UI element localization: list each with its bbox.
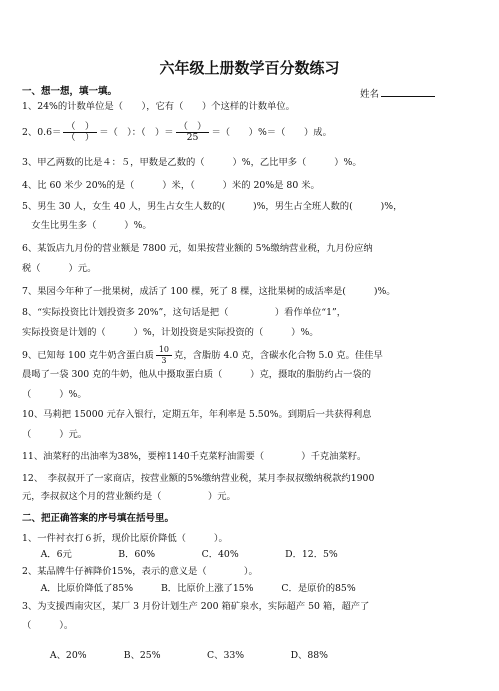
question-9-part-a: 9、已知每 100 克牛奶含蛋白质 <box>22 350 154 361</box>
question-8-line-1: 8、“实际投资比计划投资多 20%”，这句话是把（ ）看作单位“1”， <box>22 307 347 318</box>
mc-question-3-line-1: 3、为支援西南灾区，某厂 3 月份计划生产 200 箱矿泉水，实际超产 50 箱，超产了 <box>22 601 370 612</box>
question-10-line-2: （ ）元。 <box>22 429 88 440</box>
fraction-2-denominator: 25 <box>186 132 199 143</box>
question-11: 11、油菜籽的出油率为38%，要榨1140千克菜籽油需要（ ）千克油菜籽。 <box>22 451 367 462</box>
name-underline[interactable] <box>381 87 435 97</box>
question-2-part-c: ＝（ ）%＝（ ）成。 <box>211 127 332 138</box>
question-1: 1、24%的计数单位是（ ），它有（ ）个这样的计数单位。 <box>22 101 295 112</box>
question-5-line-1: 5、男生 30 人，女生 40 人，男生占女生人数的( )%，男生占全班人数的( )%， <box>22 201 403 212</box>
question-6-line-1: 6、某饭店九月份的营业额是 7800 元，如果按营业额的 5%缴纳营业税，九月份应纳 <box>22 243 373 254</box>
name-label: 姓名 <box>360 89 380 100</box>
mc-question-1: 1、一件衬衣打６折，现价比原价降低（ ）。 <box>22 533 228 544</box>
fraction-1-numerator: （ ） <box>63 122 97 133</box>
question-2 <box>22 122 332 143</box>
question-5-line-2: 女生比男生多（ ）%。 <box>22 220 152 231</box>
question-8-line-2: 实际投资是计划的（ ）%，计划投资是实际投资的（ ）%。 <box>22 327 319 338</box>
name-field[interactable] <box>360 86 435 100</box>
fraction-protein-numerator: 10 <box>156 345 172 356</box>
question-2-part-b: ＝（ ）：（ ）＝ <box>99 127 174 138</box>
question-9-line-2: 晨喝了一袋 300 克的牛奶，他从中摄取蛋白质（ ）克，摄取的脂肪约占一袋的 <box>22 369 372 380</box>
section-heading-multiple-choice: 二、把正确答案的序号填在括号里。 <box>22 513 175 524</box>
section-heading-fill-blanks: 一、想一想，填一填。 <box>22 86 118 97</box>
fraction-1-denominator: （ ） <box>66 132 95 143</box>
question-12-line-1: 12、 李叔叔开了一家商店，按营业额的5%缴纳营业税，某月李叔叔缴纳税款约1900 <box>22 473 375 484</box>
question-2-part-a: 2、0.6＝ <box>22 127 62 138</box>
question-3: 3、甲乙两数的比是４：５，甲数是乙数的（ ）%，乙比甲多（ ）%。 <box>22 157 362 168</box>
fraction-2-numerator: （ ） <box>176 122 210 133</box>
fraction-protein <box>156 345 172 366</box>
mc-question-1-options: A．6元 B．60% C．40% D．12．5% <box>22 549 338 560</box>
mc-question-2: 2、某品牌牛仔裤降价15%，表示的意义是（ ）。 <box>22 566 258 577</box>
question-4: 4、比 60 米少 20%的是（ ）米，（ ）米的 20%是 80 米。 <box>22 180 320 191</box>
question-9-part-b: 克，含脂肪 4.0 克，含碳水化合物 5.0 克。佳佳早 <box>174 350 383 361</box>
question-9-line-3: （ ）%。 <box>22 389 87 400</box>
question-7: 7、果园今年种了一批果树，成活了 100 棵，死了 8 棵，这批果树的成活率是( )%。 <box>22 286 396 297</box>
mc-question-3-line-2: （ ）。 <box>22 620 74 631</box>
question-9-line-1 <box>22 345 383 366</box>
mc-question-2-options: A．比原价降低了85% B．比原价上涨了15% C．是原价的85% <box>22 583 356 594</box>
fraction-blank-2 <box>176 122 210 143</box>
question-6-line-2: 税（ ）元。 <box>22 263 97 274</box>
question-10-line-1: 10、马莉把 15000 元存入银行，定期五年，年利率是 5.50%。到期后一共获得利息 <box>22 409 372 420</box>
question-12-line-2: 元，李叔叔这个月的营业额约是（ ）元。 <box>22 491 236 502</box>
mc-question-3-options: A、20% B、25% C、33% D、88% <box>22 650 329 661</box>
fraction-blank-1 <box>63 122 97 143</box>
fraction-protein-denominator: 3 <box>161 356 167 365</box>
page-title: 六年级上册数学百分数练习 <box>159 59 340 77</box>
